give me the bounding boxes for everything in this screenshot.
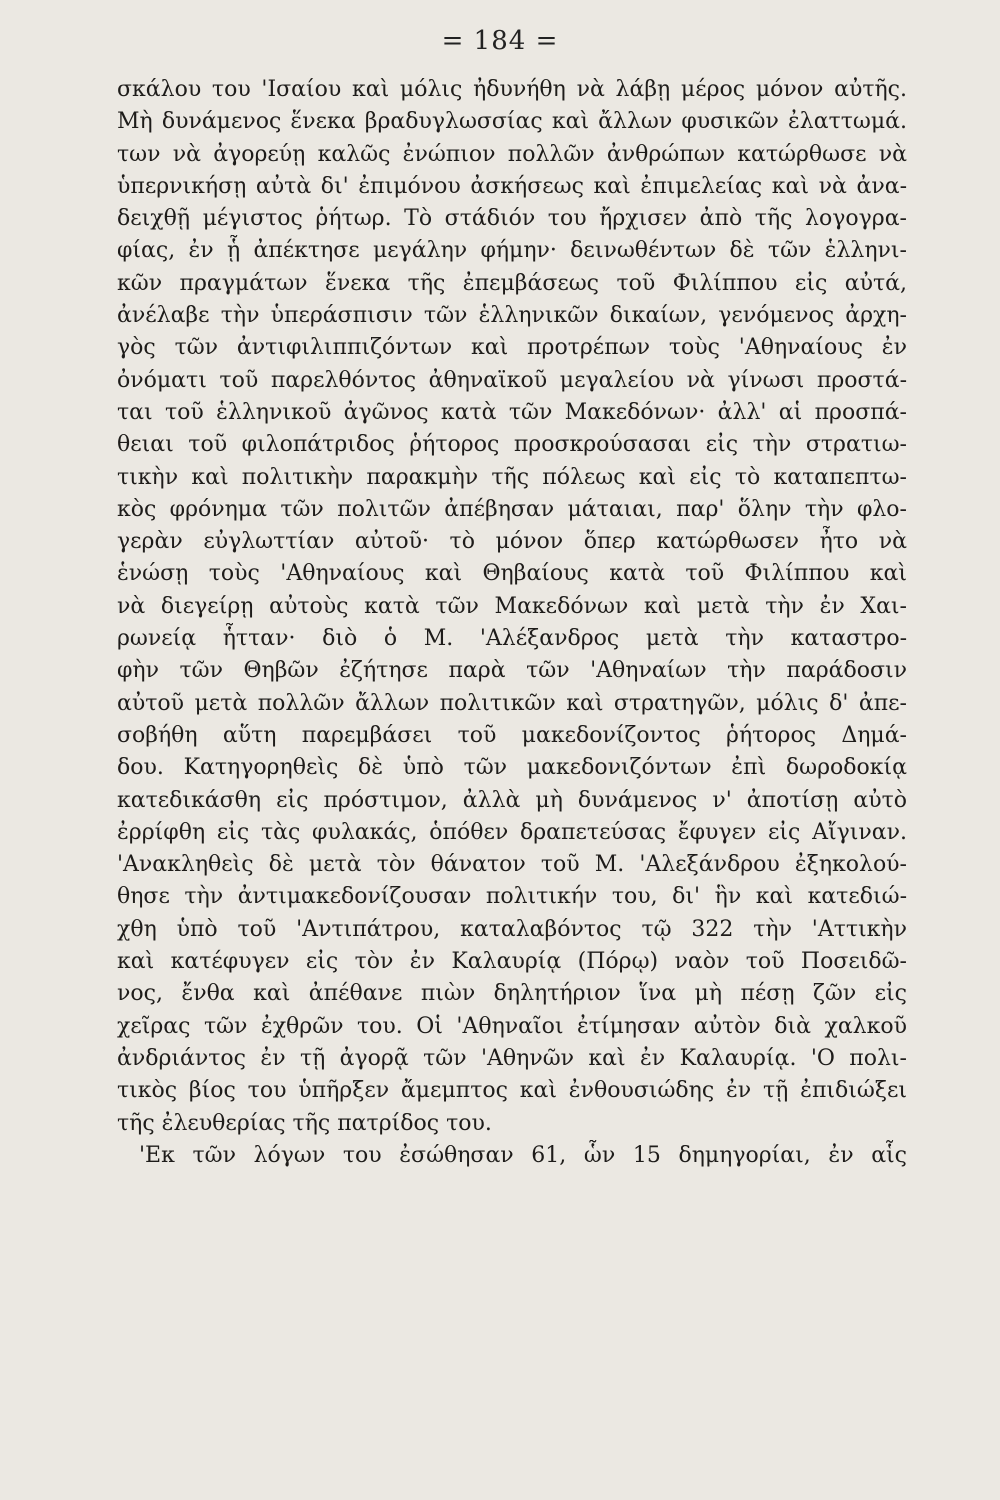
text-line: ἐρρίφθη εἰς τὰς φυλακάς, ὁπόθεν δραπετεύσας ἔφυγεν εἰς Αἴγιναν. xyxy=(117,819,907,845)
text-line: φὴν τῶν Θηβῶν ἐζήτησε παρὰ τῶν 'Αθηναίων τὴν παράδοσιν xyxy=(117,658,907,684)
text-line: κῶν πραγμάτων ἕνεκα τῆς ἐπεμβάσεως τοῦ Φιλίππου εἰς αὐτά, xyxy=(117,270,907,296)
text-line: δου. Κατηγορηθεὶς δὲ ὑπὸ τῶν μακεδονιζόντων ἐπὶ δωροδοκίᾳ xyxy=(117,755,907,781)
text-line: νὰ διεγείρῃ αὐτοὺς κατὰ τῶν Μακεδόνων καὶ μετὰ τὴν ἐν Χαι- xyxy=(117,593,907,619)
text-line: χθη ὑπὸ τοῦ 'Αντιπάτρου, καταλαβόντος τῷ 322 τὴν 'Αττικὴν xyxy=(117,916,907,942)
text-line: κὸς φρόνημα τῶν πολιτῶν ἀπέβησαν μάταιαι, παρ' ὅλην τὴν φλο- xyxy=(117,496,907,522)
text-line: καὶ κατέφυγεν εἰς τὸν ἐν Καλαυρίᾳ (Πόρῳ) ναὸν τοῦ Ποσειδῶ- xyxy=(117,949,907,975)
text-line: ὀνόματι τοῦ παρελθόντος ἀθηναϊκοῦ μεγαλείου νὰ γίνωσι προστά- xyxy=(117,367,907,393)
text-line: θειαι τοῦ φιλοπάτριδος ῥήτορος προσκρούσασαι εἰς τὴν στρατιω- xyxy=(117,432,907,458)
text-line: των νὰ ἀγορεύῃ καλῶς ἐνώπιον πολλῶν ἀνθρώπων κατώρθωσε νὰ xyxy=(117,141,907,167)
text-line: δειχθῇ μέγιστος ῥήτωρ. Τὸ στάδιόν του ἤρχισεν ἀπὸ τῆς λογογρα- xyxy=(117,206,907,232)
text-line: γερὰν εὐγλωττίαν αὐτοῦ· τὸ μόνον ὅπερ κατώρθωσεν ἦτο νὰ xyxy=(117,529,907,555)
text-line: σοβήθη αὕτη παρεμβάσει τοῦ μακεδονίζοντος ῥήτορος Δημά- xyxy=(117,722,907,748)
text-line: ρωνείᾳ ἧτταν· διὸ ὁ Μ. 'Αλέξανδρος μετὰ τὴν καταστρο- xyxy=(117,626,907,652)
page-number: = 184 = xyxy=(441,26,559,56)
paragraph-start-line: 'Εκ τῶν λόγων του ἐσώθησαν 61, ὧν 15 δημηγορίαι, ἐν αἷς xyxy=(139,1142,907,1168)
text-line: ἑνώσῃ τοὺς 'Αθηναίους καὶ Θηβαίους κατὰ τοῦ Φιλίππου καὶ xyxy=(117,561,907,587)
text-line: ται τοῦ ἑλληνικοῦ ἀγῶνος κατὰ τῶν Μακεδόνων· ἀλλ' αἱ προσπά- xyxy=(117,399,907,425)
text-line: αὐτοῦ μετὰ πολλῶν ἄλλων πολιτικῶν καὶ στρατηγῶν, μόλις δ' ἀπε- xyxy=(117,690,907,716)
text-line: νος, ἔνθα καὶ ἀπέθανε πιὼν δηλητήριον ἵνα μὴ πέσῃ ζῶν εἰς xyxy=(117,981,907,1007)
body-text xyxy=(117,74,907,1172)
paragraph-end-line: τῆς ἐλευθερίας τῆς πατρίδος του. xyxy=(117,1110,492,1136)
text-line: τικὸς βίος του ὑπῆρξεν ἄμεμπτος καὶ ἐνθουσιώδης ἐν τῇ ἐπιδιώξει xyxy=(117,1078,907,1104)
text-line: θησε τὴν ἀντιμακεδονίζουσαν πολιτικήν του, δι' ἣν καὶ κατεδιώ- xyxy=(117,884,907,910)
text-line: τικὴν καὶ πολιτικὴν παρακμὴν τῆς πόλεως καὶ εἰς τὸ καταπεπτω- xyxy=(117,464,907,490)
text-line: γὸς τῶν ἀντιφιλιππιζόντων καὶ προτρέπων τοὺς 'Αθηναίους ἐν xyxy=(117,335,907,361)
text-line: κατεδικάσθη εἰς πρόστιμον, ἀλλὰ μὴ δυνάμενος ν' ἀποτίσῃ αὐτὸ xyxy=(117,787,907,813)
text-line: φίας, ἐν ᾗ ἀπέκτησε μεγάλην φήμην· δεινωθέντων δὲ τῶν ἑλληνι- xyxy=(117,238,907,264)
text-line: σκάλου του 'Ισαίου καὶ μόλις ἠδυνήθη νὰ λάβῃ μέρος μόνον αὐτῆς. xyxy=(117,77,907,102)
text-line: ἀνέλαβε τὴν ὑπεράσπισιν τῶν ἑλληνικῶν δικαίων, γενόμενος ἀρχη- xyxy=(117,303,907,329)
text-line: χεῖρας τῶν ἐχθρῶν του. Οἱ 'Αθηναῖοι ἐτίμησαν αὐτὸν διὰ χαλκοῦ xyxy=(117,1013,907,1039)
text-line: Μὴ δυνάμενος ἕνεκα βραδυγλωσσίας καὶ ἄλλων φυσικῶν ἐλαττωμά. xyxy=(117,109,907,135)
text-line: ἀνδριάντος ἐν τῇ ἀγορᾷ τῶν 'Αθηνῶν καὶ ἐν Καλαυρίᾳ. 'Ο πολι- xyxy=(117,1045,907,1071)
text-line: ὑπερνικήσῃ αὐτὰ δι' ἐπιμόνου ἀσκήσεως καὶ ἐπιμελείας καὶ νὰ ἀνα- xyxy=(117,173,907,199)
text-line: 'Ανακληθεὶς δὲ μετὰ τὸν θάνατον τοῦ Μ. 'Αλεξάνδρου ἐξηκολού- xyxy=(117,852,907,878)
